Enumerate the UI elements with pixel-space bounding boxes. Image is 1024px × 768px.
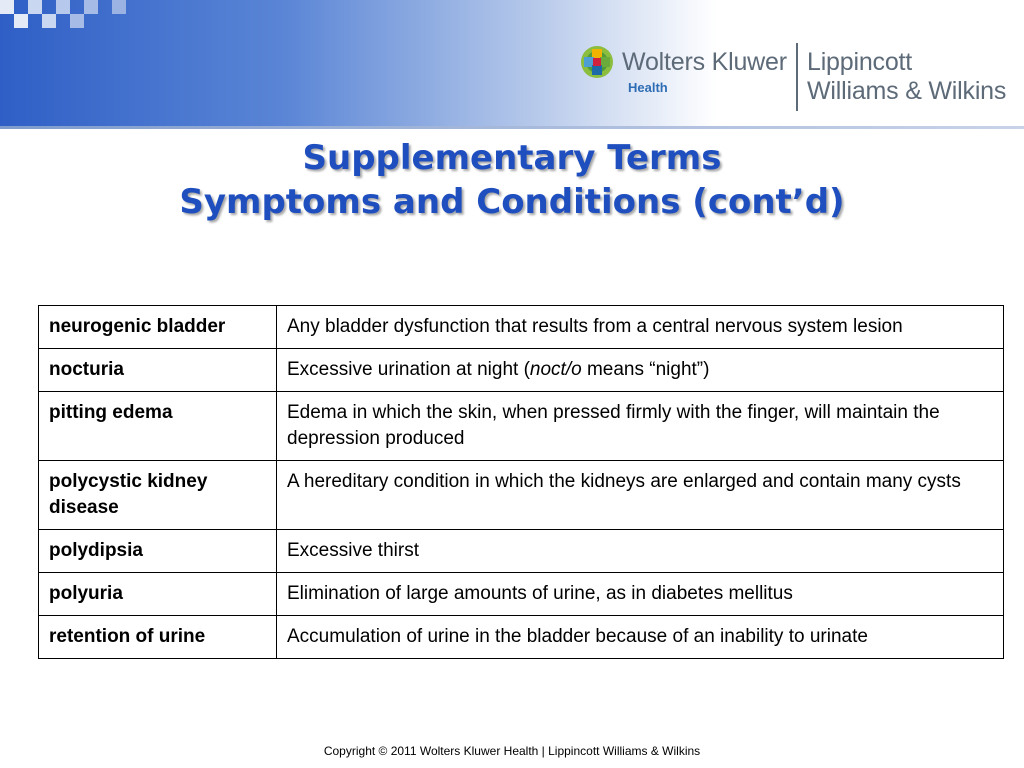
table-row (39, 530, 1004, 573)
term-cell: polyuria (39, 573, 277, 616)
term-cell: pitting edema (39, 392, 277, 461)
definition-cell: Elimination of large amounts of urine, as in diabetes mellitus (277, 573, 1004, 616)
logo-division-text: Health (628, 80, 668, 95)
table-row (39, 306, 1004, 349)
header-divider (0, 126, 1024, 129)
definition-cell (277, 349, 1004, 392)
copyright-text: Copyright © 2011 Wolters Kluwer Health | Lippincott Williams & Wilkins (323, 744, 701, 758)
table-row (39, 349, 1004, 392)
definition-cell: Accumulation of urine in the bladder because of an inability to urinate (277, 616, 1004, 659)
definition-text: means “night”) (581, 359, 710, 380)
definition-cell: Excessive thirst (277, 530, 1004, 573)
table-row (39, 573, 1004, 616)
term-cell: neurogenic bladder (39, 306, 277, 349)
logo-brand-text: Wolters Kluwer (622, 48, 787, 76)
header-banner (0, 0, 1024, 127)
table-row (39, 461, 1004, 530)
term-cell: nocturia (39, 349, 277, 392)
slide-title-line-1: Supplementary Terms (302, 138, 722, 178)
definition-italic-text: noct/o (529, 359, 582, 380)
logo-partner-line-2: Williams & Wilkins (807, 77, 1007, 105)
wolters-kluwer-logo-icon (580, 45, 614, 79)
term-cell: polycystic kidney disease (39, 461, 277, 530)
definition-cell: A hereditary condition in which the kidneys are enlarged and contain many cysts (277, 461, 1004, 530)
table-row (39, 392, 1004, 461)
terms-table (38, 305, 1004, 659)
checker-pattern (0, 0, 1024, 28)
term-cell: retention of urine (39, 616, 277, 659)
definition-text: Excessive urination at night ( (287, 359, 530, 380)
logo-partner-line-1: Lippincott (807, 48, 913, 76)
definition-cell: Any bladder dysfunction that results from a central nervous system lesion (277, 306, 1004, 349)
slide-title-line-2: Symptoms and Conditions (cont’d) (179, 182, 845, 222)
definition-cell: Edema in which the skin, when pressed firmly with the finger, will maintain the depression produced (277, 392, 1004, 461)
table-row (39, 616, 1004, 659)
logo-divider (796, 43, 798, 111)
copyright-footer (0, 744, 1024, 758)
term-cell: polydipsia (39, 530, 277, 573)
